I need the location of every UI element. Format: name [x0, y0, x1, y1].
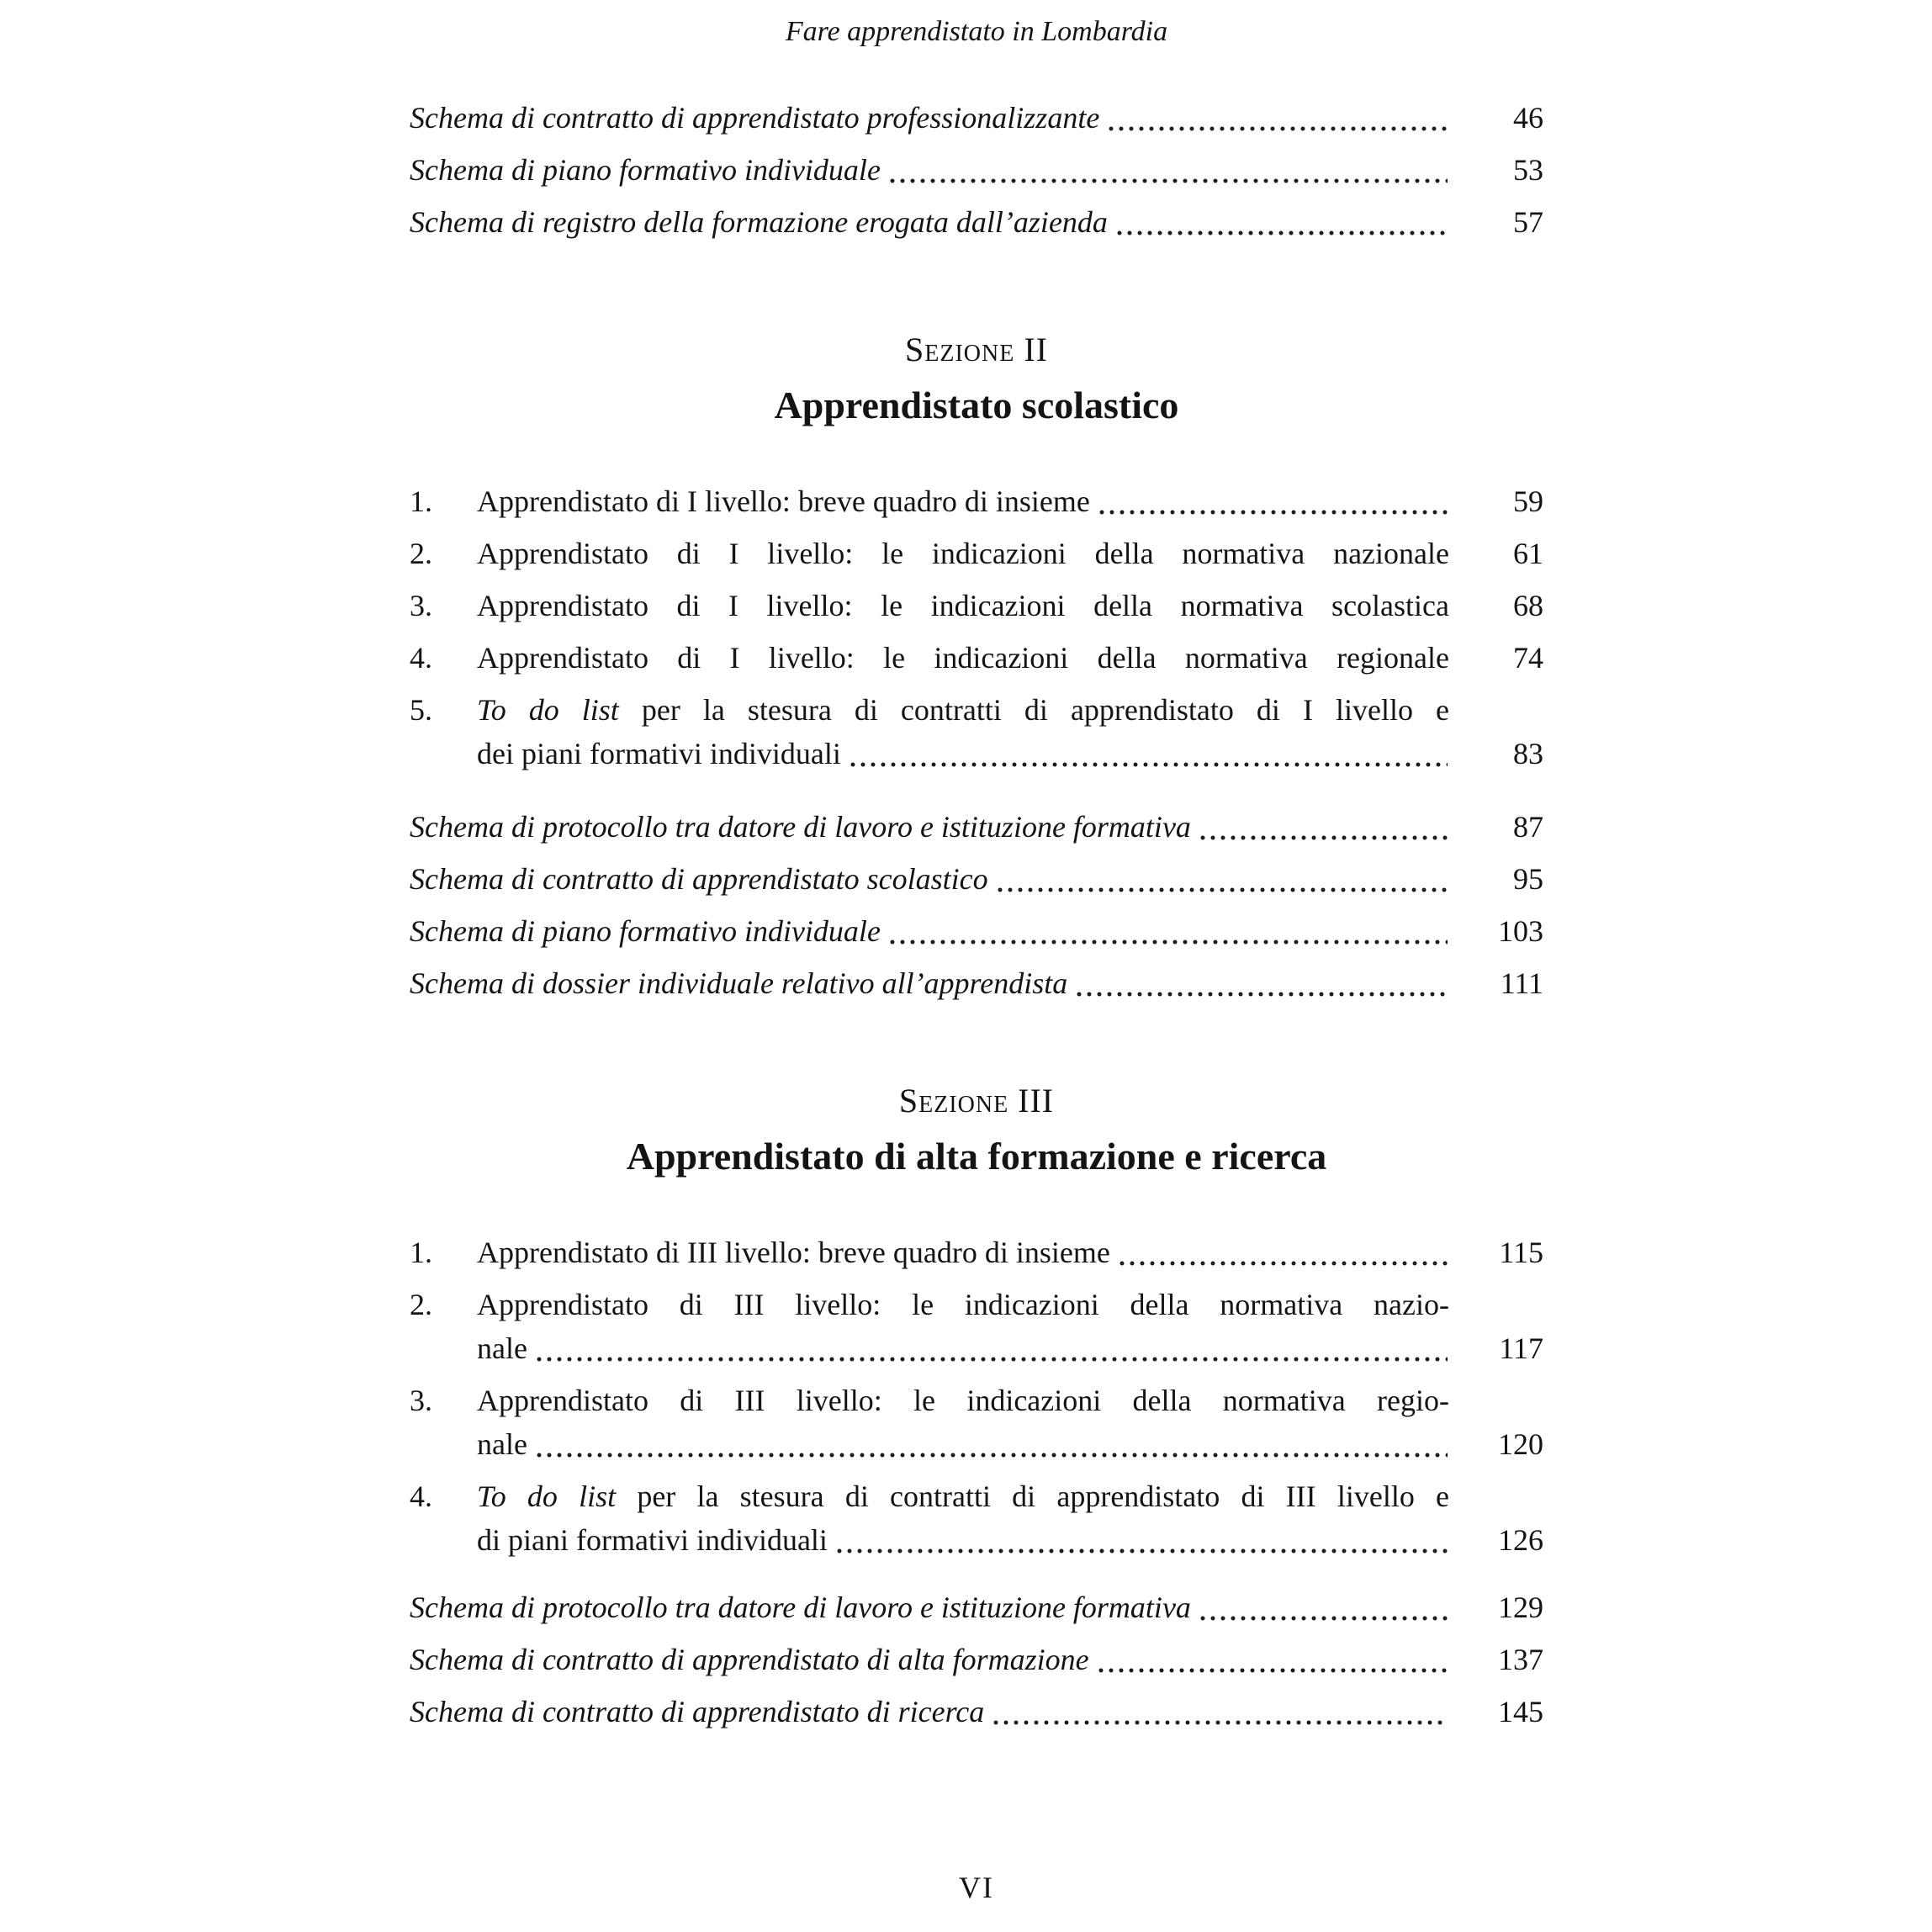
entry-text: Apprendistato di I livello: breve quadro di insieme	[477, 484, 1090, 518]
page-number: 117	[1499, 1331, 1543, 1365]
page-number: 103	[1498, 914, 1543, 948]
dot-leader	[1114, 200, 1448, 244]
page-number: 111	[1500, 966, 1543, 1000]
toc-item	[410, 1379, 1543, 1466]
section-title: Apprendistato scolastico	[774, 384, 1179, 426]
toc-item	[410, 584, 1543, 627]
item-number: 1.	[410, 484, 432, 518]
page-number: 145	[1498, 1695, 1543, 1728]
dot-leader	[1198, 1585, 1448, 1629]
folio-page-number: VI	[959, 1871, 994, 1904]
toc-item	[410, 636, 1543, 680]
item-number: 2.	[410, 537, 432, 570]
page-number: 129	[1498, 1591, 1543, 1624]
entry-text: Apprendistato di III livello: le indicazioni della normativa regio-	[477, 1384, 1449, 1417]
entry-text-italic: To do list	[477, 693, 619, 727]
entry-text: Schema di contratto di apprendistato scolastico	[410, 862, 988, 896]
dot-leader	[887, 909, 1448, 953]
dot-leader	[887, 148, 1448, 192]
entry-text: per la stesura di contratti di apprendistato di I livello e	[618, 693, 1450, 727]
dot-leader	[848, 732, 1448, 775]
dot-leader	[1117, 1231, 1448, 1274]
entry-text: Schema di registro della formazione erogata dall’azienda	[410, 205, 1108, 239]
dot-leader	[1097, 479, 1448, 523]
item-number: 1.	[410, 1236, 432, 1269]
toc-item	[410, 1474, 1543, 1562]
section-title: Apprendistato di alta formazione e ricerca	[626, 1135, 1327, 1178]
toc-item	[410, 1231, 1543, 1274]
page-number: 59	[1513, 484, 1543, 518]
section-kicker: Sezione II	[905, 331, 1048, 368]
entry-text: Apprendistato di I livello: le indicazioni della normativa nazionale	[477, 537, 1449, 570]
page-number: 46	[1513, 101, 1543, 135]
page-number: 61	[1513, 537, 1543, 570]
dot-leader	[1198, 805, 1448, 849]
entry-text: Schema di contratto di apprendistato di alta formazione	[410, 1643, 1089, 1676]
entry-text: Schema di protocollo tra datore di lavoro e istituzione formativa	[410, 810, 1191, 844]
entry-text: Schema di piano formativo individuale	[410, 914, 881, 948]
page-number: 126	[1498, 1523, 1543, 1557]
dot-leader	[1096, 1638, 1448, 1681]
toc-entry	[410, 1638, 1543, 1681]
page-number: 74	[1513, 641, 1543, 675]
entry-text: Apprendistato di III livello: le indicazioni della normativa nazio-	[477, 1288, 1449, 1321]
entry-text-continued: nale	[477, 1331, 527, 1365]
toc-front-list	[410, 96, 1543, 244]
item-number: 3.	[410, 1384, 432, 1417]
entry-text-italic: To do list	[477, 1479, 617, 1513]
toc-entry	[410, 961, 1543, 1005]
toc-entry	[410, 96, 1543, 140]
page-number: 120	[1498, 1427, 1543, 1461]
dot-leader	[995, 857, 1448, 901]
dot-leader	[1106, 96, 1448, 140]
toc-entry	[410, 805, 1543, 849]
page-number: 68	[1513, 589, 1543, 622]
toc-item-list	[410, 479, 1543, 775]
entry-text-continued: nale	[477, 1427, 527, 1461]
page-number: 137	[1498, 1643, 1543, 1676]
toc-entry	[410, 1585, 1543, 1629]
toc-entry	[410, 909, 1543, 953]
toc-item	[410, 1283, 1543, 1370]
entry-text: Apprendistato di I livello: le indicazioni della normativa regionale	[477, 641, 1449, 675]
page-number: 83	[1513, 737, 1543, 770]
item-number: 2.	[410, 1288, 432, 1321]
toc-entry	[410, 857, 1543, 901]
dot-leader	[991, 1690, 1448, 1734]
dot-leader	[834, 1518, 1448, 1562]
entry-text-continued: di piani formativi individuali	[477, 1523, 828, 1557]
section-kicker: Sezione III	[898, 1082, 1055, 1120]
toc-schema-list	[410, 805, 1543, 1005]
toc-schema-list	[410, 1585, 1543, 1734]
item-number: 4.	[410, 1479, 432, 1513]
entry-text: Schema di contratto di apprendistato professionalizzante	[410, 101, 1100, 135]
item-number: 5.	[410, 693, 432, 727]
item-number: 4.	[410, 641, 432, 675]
page-number: 87	[1513, 810, 1543, 844]
entry-text: Schema di piano formativo individuale	[410, 153, 881, 187]
entry-text: Schema di dossier individuale relativo all’apprendista	[410, 966, 1068, 1000]
running-header: Fare apprendistato in Lombardia	[785, 16, 1168, 47]
item-number: 3.	[410, 589, 432, 622]
dot-leader	[534, 1326, 1448, 1370]
toc-item	[410, 688, 1543, 775]
toc-item	[410, 479, 1543, 523]
toc-item-list	[410, 1231, 1543, 1562]
toc-entry	[410, 200, 1543, 244]
dot-leader	[534, 1422, 1448, 1466]
page-number: 57	[1513, 205, 1543, 239]
toc-entry	[410, 1690, 1543, 1734]
page-number: 115	[1499, 1236, 1543, 1269]
toc-page	[410, 10, 1543, 1922]
page-number: 95	[1513, 862, 1543, 896]
entry-text-continued: dei piani formativi individuali	[477, 737, 841, 770]
entry-text: Schema di protocollo tra datore di lavoro e istituzione formativa	[410, 1591, 1191, 1624]
entry-text: Schema di contratto di apprendistato di ricerca	[410, 1695, 985, 1728]
entry-text: per la stesura di contratti di apprendistato di III livello e	[616, 1479, 1449, 1513]
page-number: 53	[1513, 153, 1543, 187]
dot-leader	[1074, 961, 1448, 1005]
entry-text: Apprendistato di III livello: breve quadro di insieme	[477, 1236, 1110, 1269]
toc-entry	[410, 148, 1543, 192]
entry-text: Apprendistato di I livello: le indicazioni della normativa scolastica	[477, 589, 1449, 622]
toc-item	[410, 532, 1543, 575]
